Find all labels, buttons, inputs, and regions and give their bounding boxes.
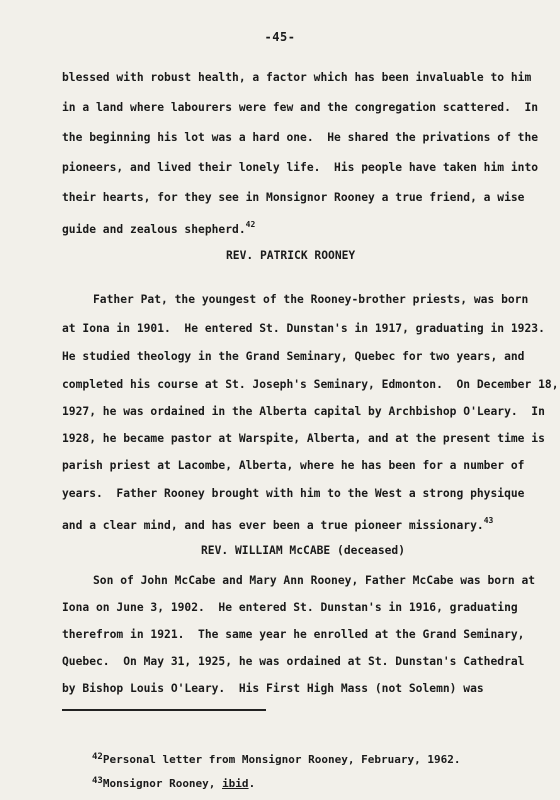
- paragraph-1-line: guide and zealous shepherd.$^{42}$: [62, 220, 256, 236]
- paragraph-3-line: Son of John McCabe and Mary Ann Rooney, Father McCabe was born at: [93, 574, 536, 587]
- paragraph-2-line: parish priest at Lacombe, Alberta, where he has been for a number of: [62, 459, 525, 472]
- footnote-text: Monsignor Rooney,: [102, 777, 223, 790]
- paragraph-3-line: by Bishop Louis O'Leary. His First High Mass (not Solemn) was: [62, 682, 484, 695]
- paragraph-2-line: He studied theology in the Grand Seminary, Quebec for two years, and: [62, 350, 525, 363]
- paragraph-1-line: pioneers, and lived their lonely life. His people have taken him into: [62, 161, 539, 174]
- footnote-42: [92, 750, 460, 767]
- paragraph-2-line: 1927, he was ordained in the Alberta capital by Archbishop O'Leary. In: [62, 405, 545, 418]
- paragraph-1-line: in a land where labourers were few and the congregation scattered. In: [62, 101, 539, 114]
- paragraph-2-line: years. Father Rooney brought with him to the West a strong physique: [62, 487, 525, 500]
- section-heading-patrick-rooney: REV. PATRICK ROONEY: [226, 249, 356, 262]
- footnote-divider: [62, 709, 266, 711]
- paragraph-3-line: Iona on June 3, 1902. He entered St. Dunstan's in 1916, graduating: [62, 601, 518, 614]
- paragraph-1-line: their hearts, for they see in Monsignor Rooney a true friend, a wise: [62, 191, 525, 204]
- footnote-number: 42: [92, 752, 103, 762]
- section-heading-william-mccabe: REV. WILLIAM McCABE (deceased): [201, 544, 406, 557]
- paragraph-3-line: therefrom in 1921. The same year he enrolled at the Grand Seminary,: [62, 628, 525, 641]
- paragraph-3-line: Quebec. On May 31, 1925, he was ordained at St. Dunstan's Cathedral: [62, 655, 525, 668]
- paragraph-2-line: completed his course at St. Joseph's Seminary, Edmonton. On December 18,: [62, 378, 559, 391]
- footnote-number: 43: [92, 776, 103, 786]
- footnote-ref-42: 42: [245, 220, 256, 229]
- paragraph-2-line: Father Pat, the youngest of the Rooney-brother priests, was born: [93, 293, 529, 306]
- paragraph-2-line: and a clear mind, and has ever been a true pioneer missionary.$^{43}$: [62, 516, 494, 532]
- paragraph-1-line: blessed with robust health, a factor which has been invaluable to him: [62, 71, 532, 84]
- footnote-text: Personal letter from Monsignor Rooney, February, 1962.: [102, 753, 461, 766]
- paragraph-1-line: the beginning his lot was a hard one. He shared the privations of the: [62, 131, 539, 144]
- footnote-ibid: ibid: [222, 777, 249, 790]
- paragraph-2-line: 1928, he became pastor at Warspite, Alberta, and at the present time is: [62, 432, 545, 445]
- page-number: -45-: [264, 30, 296, 44]
- footnote-43: $^{43}$Monsignor Rooney, ibid.: [92, 776, 256, 790]
- footnote-ref-43: 43: [483, 516, 494, 525]
- paragraph-2-line: at Iona in 1901. He entered St. Dunstan's in 1917, graduating in 1923.: [62, 322, 545, 335]
